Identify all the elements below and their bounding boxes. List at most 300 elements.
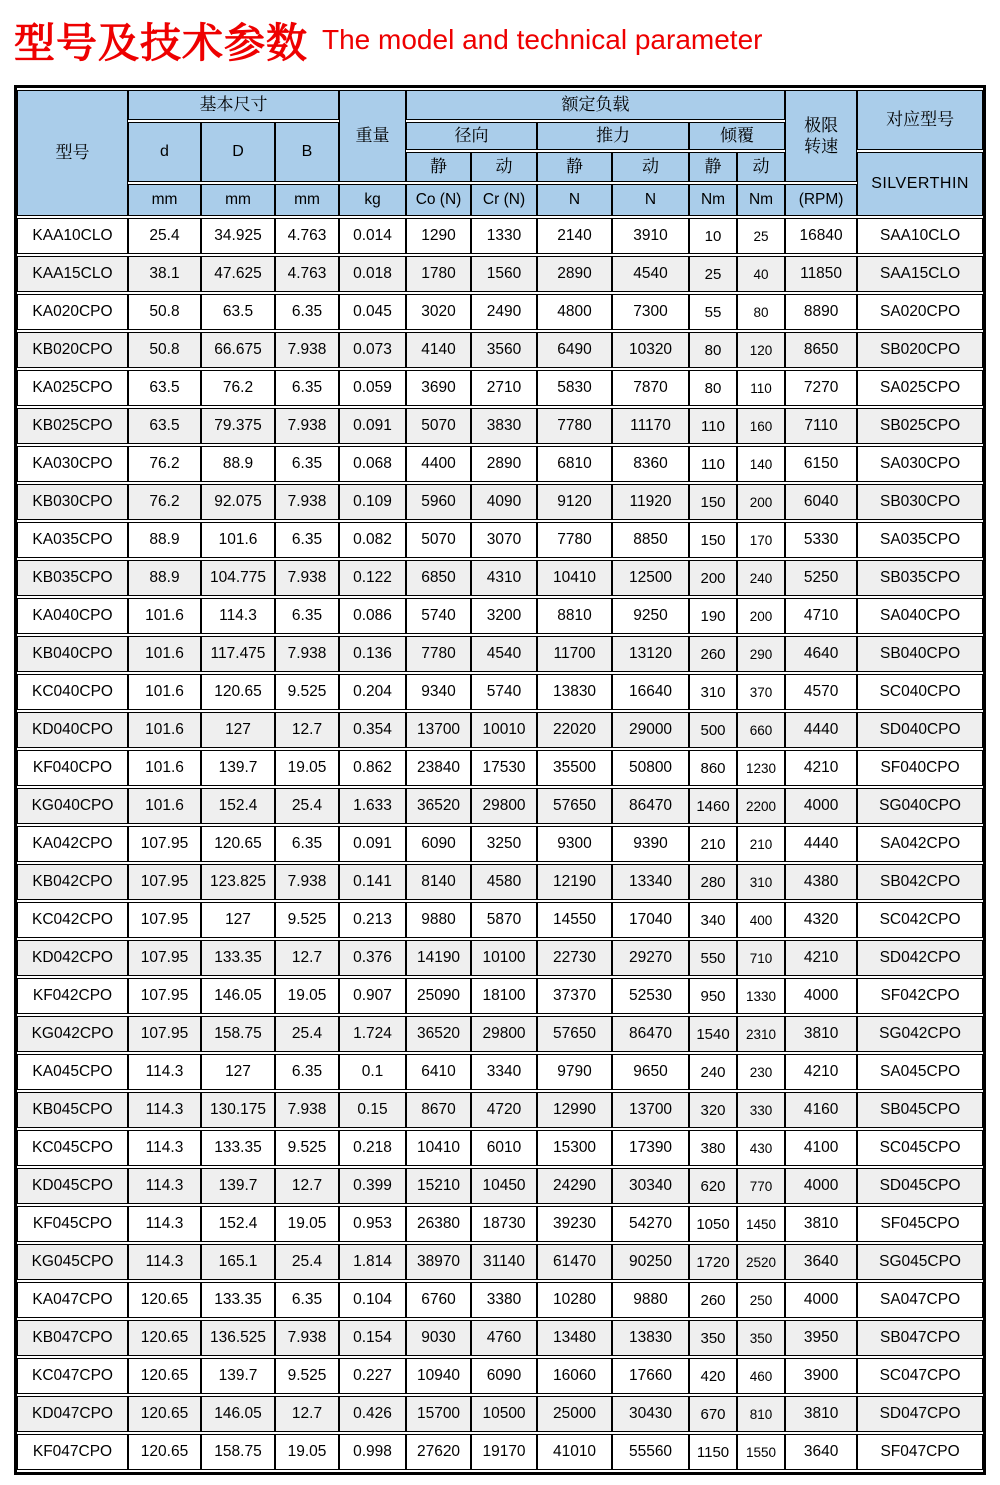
- cell-silverthin-model: SA040CPO: [857, 598, 983, 634]
- cell-radial-dynamic: 4720: [471, 1092, 537, 1128]
- cell-tilting-dynamic: 430: [737, 1130, 785, 1166]
- cell-thrust-dynamic: 16640: [612, 674, 689, 710]
- cell-tilting-dynamic: 460: [737, 1358, 785, 1394]
- cell-limit-speed: 4210: [785, 940, 857, 976]
- cell-radial-static: 10940: [406, 1358, 471, 1394]
- header-radial-dynamic: 动: [471, 152, 537, 182]
- cell-tilting-dynamic: 170: [737, 522, 785, 558]
- cell-radial-dynamic: 31140: [471, 1244, 537, 1280]
- cell-radial-static: 23840: [406, 750, 471, 786]
- cell-limit-speed: 16840: [785, 218, 857, 254]
- cell-silverthin-model: SC040CPO: [857, 674, 983, 710]
- cell-limit-speed: 3640: [785, 1244, 857, 1280]
- cell-radial-static: 1290: [406, 218, 471, 254]
- cell-silverthin-model: SF040CPO: [857, 750, 983, 786]
- cell-D: 120.65: [201, 674, 275, 710]
- cell-thrust-dynamic: 7300: [612, 294, 689, 330]
- cell-limit-speed: 4320: [785, 902, 857, 938]
- header-basic-dims: 基本尺寸: [128, 90, 339, 120]
- table-row: [17, 750, 983, 786]
- cell-D: 47.625: [201, 256, 275, 292]
- cell-weight: 0.953: [339, 1206, 406, 1242]
- cell-model: KC040CPO: [17, 674, 128, 710]
- cell-thrust-static: 25000: [537, 1396, 612, 1432]
- cell-tilting-static: 260: [689, 636, 737, 672]
- cell-model: KB047CPO: [17, 1320, 128, 1356]
- cell-D: 165.1: [201, 1244, 275, 1280]
- table-row: [17, 408, 983, 444]
- cell-weight: 1.633: [339, 788, 406, 824]
- cell-D: 34.925: [201, 218, 275, 254]
- cell-tilting-static: 150: [689, 522, 737, 558]
- cell-thrust-static: 16060: [537, 1358, 612, 1394]
- cell-radial-dynamic: 29800: [471, 788, 537, 824]
- cell-D: 120.65: [201, 826, 275, 862]
- cell-limit-speed: 4570: [785, 674, 857, 710]
- cell-tilting-dynamic: 40: [737, 256, 785, 292]
- table-row: [17, 370, 983, 406]
- cell-tilting-dynamic: 200: [737, 598, 785, 634]
- cell-B: 25.4: [275, 1016, 339, 1052]
- cell-model: KC045CPO: [17, 1130, 128, 1166]
- cell-d: 88.9: [128, 560, 201, 596]
- cell-D: 104.775: [201, 560, 275, 596]
- unit-B-mm: mm: [275, 184, 339, 216]
- header-row-1: [17, 90, 983, 120]
- cell-D: 133.35: [201, 1282, 275, 1318]
- cell-B: 12.7: [275, 940, 339, 976]
- cell-tilting-static: 1150: [689, 1434, 737, 1470]
- unit-radial-static-co: Co (N): [406, 184, 471, 216]
- unit-D-mm: mm: [201, 184, 275, 216]
- cell-limit-speed: 3810: [785, 1016, 857, 1052]
- cell-radial-static: 3690: [406, 370, 471, 406]
- cell-d: 101.6: [128, 636, 201, 672]
- cell-B: 12.7: [275, 712, 339, 748]
- cell-D: 88.9: [201, 446, 275, 482]
- cell-thrust-dynamic: 11920: [612, 484, 689, 520]
- cell-silverthin-model: SD040CPO: [857, 712, 983, 748]
- cell-tilting-dynamic: 710: [737, 940, 785, 976]
- cell-radial-static: 1780: [406, 256, 471, 292]
- cell-tilting-dynamic: 240: [737, 560, 785, 596]
- header-limit-speed: [785, 90, 857, 182]
- cell-silverthin-model: SG040CPO: [857, 788, 983, 824]
- header-D: D: [201, 122, 275, 182]
- cell-thrust-dynamic: 8850: [612, 522, 689, 558]
- cell-model: KF040CPO: [17, 750, 128, 786]
- cell-thrust-dynamic: 90250: [612, 1244, 689, 1280]
- cell-B: 19.05: [275, 1434, 339, 1470]
- cell-D: 130.175: [201, 1092, 275, 1128]
- cell-radial-static: 14190: [406, 940, 471, 976]
- table-row: [17, 1244, 983, 1280]
- cell-tilting-static: 310: [689, 674, 737, 710]
- cell-d: 101.6: [128, 712, 201, 748]
- cell-B: 9.525: [275, 1358, 339, 1394]
- cell-tilting-dynamic: 140: [737, 446, 785, 482]
- cell-silverthin-model: SF047CPO: [857, 1434, 983, 1470]
- header-weight: 重量: [339, 90, 406, 182]
- header-rated-load: 额定负载: [406, 90, 785, 120]
- cell-B: 19.05: [275, 1206, 339, 1242]
- cell-radial-dynamic: 3340: [471, 1054, 537, 1090]
- unit-radial-dynamic-cr: Cr (N): [471, 184, 537, 216]
- cell-thrust-dynamic: 86470: [612, 788, 689, 824]
- cell-silverthin-model: SC042CPO: [857, 902, 983, 938]
- cell-silverthin-model: SA035CPO: [857, 522, 983, 558]
- header-B: B: [275, 122, 339, 182]
- cell-radial-dynamic: 2710: [471, 370, 537, 406]
- cell-d: 50.8: [128, 294, 201, 330]
- cell-limit-speed: 3950: [785, 1320, 857, 1356]
- cell-radial-dynamic: 3560: [471, 332, 537, 368]
- cell-B: 7.938: [275, 636, 339, 672]
- cell-d: 25.4: [128, 218, 201, 254]
- cell-thrust-static: 4800: [537, 294, 612, 330]
- cell-radial-dynamic: 10100: [471, 940, 537, 976]
- cell-radial-static: 10410: [406, 1130, 471, 1166]
- cell-B: 9.525: [275, 674, 339, 710]
- cell-B: 9.525: [275, 1130, 339, 1166]
- cell-weight: 0.091: [339, 826, 406, 862]
- cell-tilting-dynamic: 400: [737, 902, 785, 938]
- cell-model: KD042CPO: [17, 940, 128, 976]
- cell-weight: 0.086: [339, 598, 406, 634]
- cell-radial-dynamic: 3070: [471, 522, 537, 558]
- cell-tilting-dynamic: 2520: [737, 1244, 785, 1280]
- cell-radial-static: 9030: [406, 1320, 471, 1356]
- table-row: [17, 218, 983, 254]
- cell-B: 6.35: [275, 522, 339, 558]
- cell-weight: 0.073: [339, 332, 406, 368]
- cell-model: KB042CPO: [17, 864, 128, 900]
- cell-tilting-static: 150: [689, 484, 737, 520]
- cell-B: 4.763: [275, 218, 339, 254]
- cell-limit-speed: 11850: [785, 256, 857, 292]
- cell-B: 6.35: [275, 294, 339, 330]
- cell-thrust-static: 9300: [537, 826, 612, 862]
- cell-model: KA025CPO: [17, 370, 128, 406]
- table-row: [17, 560, 983, 596]
- cell-silverthin-model: SA045CPO: [857, 1054, 983, 1090]
- cell-d: 50.8: [128, 332, 201, 368]
- cell-weight: 0.141: [339, 864, 406, 900]
- cell-tilting-dynamic: 660: [737, 712, 785, 748]
- cell-D: 79.375: [201, 408, 275, 444]
- cell-thrust-dynamic: 55560: [612, 1434, 689, 1470]
- cell-tilting-static: 420: [689, 1358, 737, 1394]
- cell-tilting-static: 110: [689, 446, 737, 482]
- cell-B: 6.35: [275, 598, 339, 634]
- cell-weight: 1.814: [339, 1244, 406, 1280]
- cell-tilting-static: 860: [689, 750, 737, 786]
- cell-thrust-dynamic: 54270: [612, 1206, 689, 1242]
- cell-radial-static: 6760: [406, 1282, 471, 1318]
- cell-model: KF042CPO: [17, 978, 128, 1014]
- cell-tilting-dynamic: 770: [737, 1168, 785, 1204]
- cell-thrust-dynamic: 9250: [612, 598, 689, 634]
- cell-d: 76.2: [128, 446, 201, 482]
- table-row: [17, 940, 983, 976]
- cell-radial-static: 6850: [406, 560, 471, 596]
- cell-B: 7.938: [275, 484, 339, 520]
- cell-tilting-static: 10: [689, 218, 737, 254]
- header-d: d: [128, 122, 201, 182]
- cell-tilting-dynamic: 310: [737, 864, 785, 900]
- cell-silverthin-model: SF045CPO: [857, 1206, 983, 1242]
- page-title-en: The model and technical parameter: [322, 23, 763, 55]
- cell-silverthin-model: SG045CPO: [857, 1244, 983, 1280]
- cell-thrust-static: 41010: [537, 1434, 612, 1470]
- cell-radial-static: 26380: [406, 1206, 471, 1242]
- cell-radial-dynamic: 2890: [471, 446, 537, 482]
- cell-D: 63.5: [201, 294, 275, 330]
- cell-model: KG042CPO: [17, 1016, 128, 1052]
- cell-d: 114.3: [128, 1054, 201, 1090]
- cell-weight: 0.082: [339, 522, 406, 558]
- cell-weight: 0.376: [339, 940, 406, 976]
- cell-model: KB035CPO: [17, 560, 128, 596]
- cell-radial-dynamic: 4540: [471, 636, 537, 672]
- cell-model: KB040CPO: [17, 636, 128, 672]
- cell-silverthin-model: SB047CPO: [857, 1320, 983, 1356]
- table-row: [17, 332, 983, 368]
- cell-B: 6.35: [275, 1054, 339, 1090]
- cell-limit-speed: 4440: [785, 712, 857, 748]
- cell-tilting-static: 25: [689, 256, 737, 292]
- cell-weight: 0.218: [339, 1130, 406, 1166]
- cell-tilting-static: 110: [689, 408, 737, 444]
- cell-tilting-dynamic: 350: [737, 1320, 785, 1356]
- table-row: [17, 674, 983, 710]
- cell-tilting-static: 550: [689, 940, 737, 976]
- cell-thrust-static: 57650: [537, 788, 612, 824]
- cell-B: 25.4: [275, 788, 339, 824]
- cell-D: 123.825: [201, 864, 275, 900]
- cell-tilting-static: 280: [689, 864, 737, 900]
- cell-d: 107.95: [128, 902, 201, 938]
- cell-silverthin-model: SB035CPO: [857, 560, 983, 596]
- cell-tilting-dynamic: 110: [737, 370, 785, 406]
- table-row: [17, 864, 983, 900]
- cell-limit-speed: 4000: [785, 1282, 857, 1318]
- cell-B: 7.938: [275, 1320, 339, 1356]
- cell-D: 139.7: [201, 750, 275, 786]
- cell-d: 120.65: [128, 1320, 201, 1356]
- cell-D: 114.3: [201, 598, 275, 634]
- cell-weight: 0.213: [339, 902, 406, 938]
- cell-silverthin-model: SAA10CLO: [857, 218, 983, 254]
- cell-thrust-dynamic: 4540: [612, 256, 689, 292]
- cell-d: 101.6: [128, 598, 201, 634]
- cell-thrust-static: 9120: [537, 484, 612, 520]
- table-row: [17, 1320, 983, 1356]
- cell-weight: 0.399: [339, 1168, 406, 1204]
- cell-model: KD045CPO: [17, 1168, 128, 1204]
- cell-model: KF045CPO: [17, 1206, 128, 1242]
- cell-tilting-dynamic: 160: [737, 408, 785, 444]
- cell-thrust-static: 6810: [537, 446, 612, 482]
- cell-limit-speed: 4210: [785, 1054, 857, 1090]
- cell-weight: 0.136: [339, 636, 406, 672]
- cell-radial-dynamic: 4760: [471, 1320, 537, 1356]
- cell-tilting-static: 200: [689, 560, 737, 596]
- unit-thrust-dynamic-n: N: [612, 184, 689, 216]
- cell-D: 127: [201, 712, 275, 748]
- cell-thrust-dynamic: 17390: [612, 1130, 689, 1166]
- cell-silverthin-model: SB040CPO: [857, 636, 983, 672]
- cell-d: 120.65: [128, 1358, 201, 1394]
- cell-limit-speed: 3810: [785, 1396, 857, 1432]
- cell-thrust-dynamic: 13120: [612, 636, 689, 672]
- cell-tilting-dynamic: 1550: [737, 1434, 785, 1470]
- table-row: [17, 446, 983, 482]
- cell-B: 6.35: [275, 1282, 339, 1318]
- cell-tilting-static: 620: [689, 1168, 737, 1204]
- cell-B: 7.938: [275, 1092, 339, 1128]
- cell-thrust-static: 57650: [537, 1016, 612, 1052]
- cell-tilting-dynamic: 330: [737, 1092, 785, 1128]
- unit-weight-kg: kg: [339, 184, 406, 216]
- cell-limit-speed: 4000: [785, 1168, 857, 1204]
- cell-weight: 0.227: [339, 1358, 406, 1394]
- cell-radial-static: 9880: [406, 902, 471, 938]
- cell-thrust-static: 22020: [537, 712, 612, 748]
- cell-radial-dynamic: 3830: [471, 408, 537, 444]
- cell-B: 4.763: [275, 256, 339, 292]
- cell-limit-speed: 7270: [785, 370, 857, 406]
- table-row: [17, 1092, 983, 1128]
- cell-tilting-dynamic: 1330: [737, 978, 785, 1014]
- cell-tilting-static: 55: [689, 294, 737, 330]
- cell-radial-dynamic: 19170: [471, 1434, 537, 1470]
- cell-model: KB025CPO: [17, 408, 128, 444]
- cell-thrust-static: 2140: [537, 218, 612, 254]
- cell-thrust-static: 15300: [537, 1130, 612, 1166]
- cell-tilting-static: 1540: [689, 1016, 737, 1052]
- cell-tilting-dynamic: 370: [737, 674, 785, 710]
- cell-thrust-static: 2890: [537, 256, 612, 292]
- cell-thrust-static: 6490: [537, 332, 612, 368]
- cell-limit-speed: 4440: [785, 826, 857, 862]
- cell-weight: 0.014: [339, 218, 406, 254]
- cell-tilting-static: 670: [689, 1396, 737, 1432]
- cell-B: 6.35: [275, 370, 339, 406]
- cell-limit-speed: 3640: [785, 1434, 857, 1470]
- table-row: [17, 256, 983, 292]
- cell-d: 114.3: [128, 1244, 201, 1280]
- table-row: [17, 1130, 983, 1166]
- cell-model: KA047CPO: [17, 1282, 128, 1318]
- cell-silverthin-model: SD047CPO: [857, 1396, 983, 1432]
- cell-radial-dynamic: 29800: [471, 1016, 537, 1052]
- cell-tilting-static: 260: [689, 1282, 737, 1318]
- spec-table: [14, 85, 986, 1475]
- cell-silverthin-model: SB020CPO: [857, 332, 983, 368]
- cell-B: 6.35: [275, 826, 339, 862]
- cell-model: KA040CPO: [17, 598, 128, 634]
- cell-radial-static: 6410: [406, 1054, 471, 1090]
- cell-silverthin-model: SD042CPO: [857, 940, 983, 976]
- cell-weight: 0.109: [339, 484, 406, 520]
- cell-D: 92.075: [201, 484, 275, 520]
- cell-tilting-static: 500: [689, 712, 737, 748]
- cell-d: 101.6: [128, 788, 201, 824]
- cell-weight: 0.018: [339, 256, 406, 292]
- cell-tilting-dynamic: 1450: [737, 1206, 785, 1242]
- cell-model: KAA15CLO: [17, 256, 128, 292]
- cell-radial-static: 7780: [406, 636, 471, 672]
- cell-D: 136.525: [201, 1320, 275, 1356]
- cell-B: 19.05: [275, 750, 339, 786]
- cell-thrust-static: 5830: [537, 370, 612, 406]
- cell-tilting-dynamic: 1230: [737, 750, 785, 786]
- cell-thrust-static: 37370: [537, 978, 612, 1014]
- cell-radial-dynamic: 18730: [471, 1206, 537, 1242]
- cell-silverthin-model: SA042CPO: [857, 826, 983, 862]
- cell-model: KAA10CLO: [17, 218, 128, 254]
- cell-tilting-dynamic: 230: [737, 1054, 785, 1090]
- cell-weight: 0.045: [339, 294, 406, 330]
- header-corresponding-model: 对应型号: [857, 90, 983, 150]
- cell-thrust-static: 12190: [537, 864, 612, 900]
- cell-radial-dynamic: 3200: [471, 598, 537, 634]
- cell-silverthin-model: SC045CPO: [857, 1130, 983, 1166]
- cell-limit-speed: 4100: [785, 1130, 857, 1166]
- table-row: [17, 788, 983, 824]
- cell-model: KA020CPO: [17, 294, 128, 330]
- cell-weight: 0.091: [339, 408, 406, 444]
- cell-thrust-dynamic: 17660: [612, 1358, 689, 1394]
- cell-B: 7.938: [275, 332, 339, 368]
- cell-radial-dynamic: 10500: [471, 1396, 537, 1432]
- cell-thrust-static: 61470: [537, 1244, 612, 1280]
- table-row: [17, 294, 983, 330]
- cell-weight: 0.154: [339, 1320, 406, 1356]
- cell-model: KG040CPO: [17, 788, 128, 824]
- cell-radial-static: 15700: [406, 1396, 471, 1432]
- cell-radial-dynamic: 4580: [471, 864, 537, 900]
- spec-table-header: [17, 90, 983, 216]
- cell-model: KA030CPO: [17, 446, 128, 482]
- cell-weight: 0.1: [339, 1054, 406, 1090]
- cell-radial-static: 5070: [406, 408, 471, 444]
- cell-thrust-dynamic: 17040: [612, 902, 689, 938]
- cell-tilting-static: 1050: [689, 1206, 737, 1242]
- cell-radial-static: 25090: [406, 978, 471, 1014]
- header-thrust: 推力: [537, 122, 689, 150]
- table-row: [17, 1282, 983, 1318]
- cell-thrust-dynamic: 13700: [612, 1092, 689, 1128]
- cell-thrust-dynamic: 8360: [612, 446, 689, 482]
- cell-silverthin-model: SD045CPO: [857, 1168, 983, 1204]
- cell-limit-speed: 5250: [785, 560, 857, 596]
- cell-weight: 0.104: [339, 1282, 406, 1318]
- cell-thrust-static: 22730: [537, 940, 612, 976]
- cell-silverthin-model: SC047CPO: [857, 1358, 983, 1394]
- unit-tilting-dynamic-nm: Nm: [737, 184, 785, 216]
- cell-tilting-static: 1460: [689, 788, 737, 824]
- cell-weight: 0.122: [339, 560, 406, 596]
- unit-limit-speed-rpm: (RPM): [785, 184, 857, 216]
- cell-B: 9.525: [275, 902, 339, 938]
- cell-radial-dynamic: 3380: [471, 1282, 537, 1318]
- cell-radial-static: 8670: [406, 1092, 471, 1128]
- cell-thrust-dynamic: 9880: [612, 1282, 689, 1318]
- cell-limit-speed: 7110: [785, 408, 857, 444]
- table-row: [17, 598, 983, 634]
